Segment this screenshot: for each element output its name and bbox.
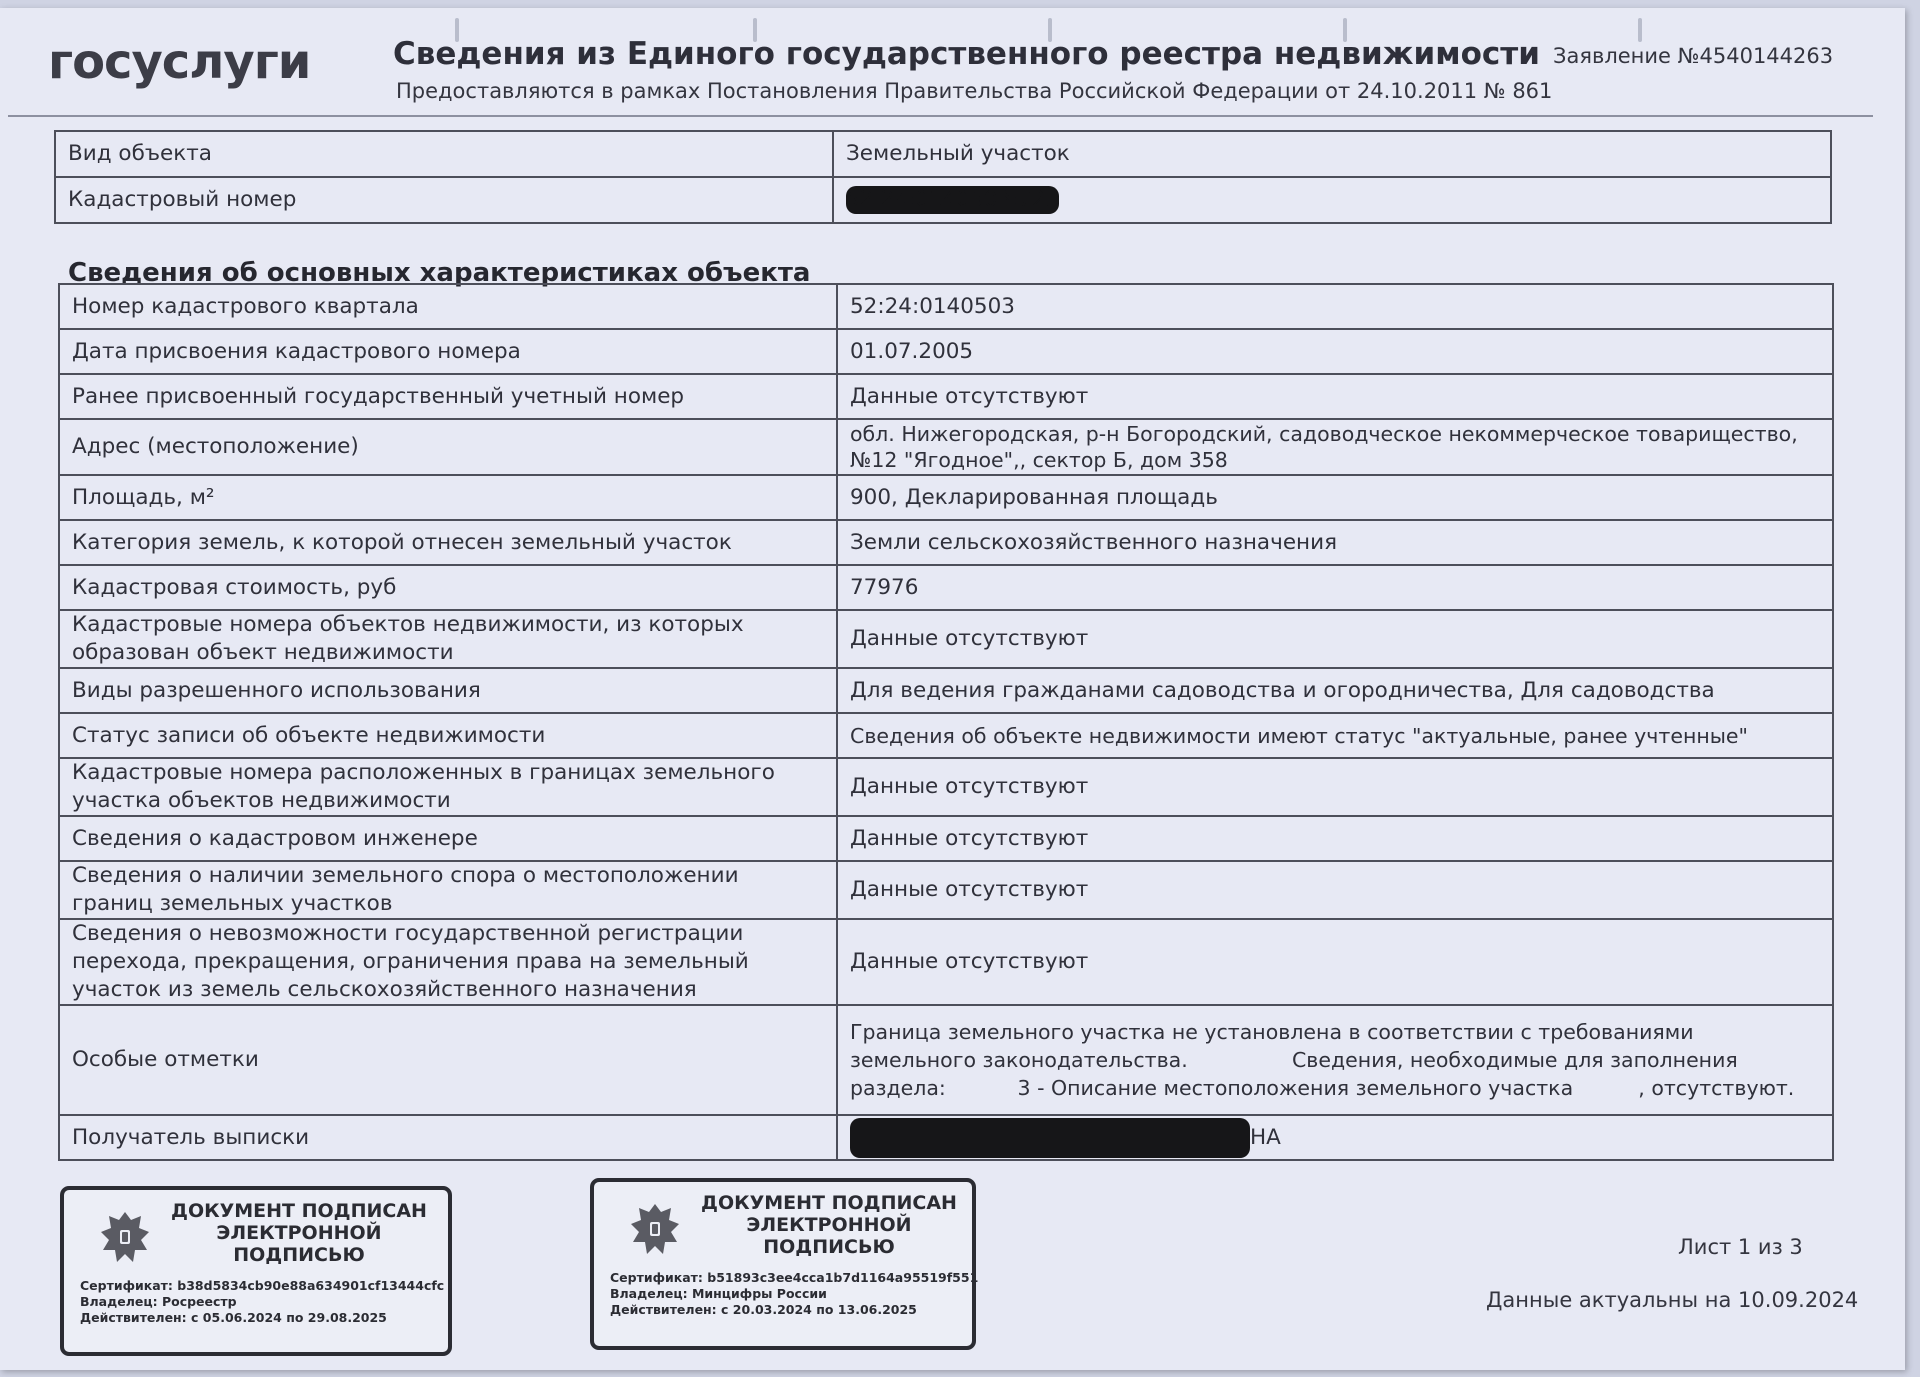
table-row: [59, 520, 1833, 565]
table-row: [59, 713, 1833, 758]
table-row: [59, 919, 1833, 1005]
stamp-certificate: Сертификат: b38d5834cb90e88a634901cf13444cfc: [80, 1278, 445, 1293]
eagle-emblem-icon: [90, 1204, 160, 1274]
table-row: [59, 475, 1833, 520]
table-row: [55, 131, 1831, 177]
row-key: Дата присвоения кадастрового номера: [59, 329, 837, 374]
table-row: [59, 1115, 1833, 1160]
table-row: [55, 177, 1831, 223]
row-key: Кадастровая стоимость, руб: [59, 565, 837, 610]
application-number: Заявление №4540144263: [1553, 44, 1834, 68]
row-value: Данные отсутствуют: [837, 374, 1833, 419]
stamp-title: ДОКУМЕНТ ПОДПИСАН ЭЛЕКТРОННОЙ ПОДПИСЬЮ: [701, 1192, 957, 1258]
row-value: Данные отсутствуют: [837, 610, 1833, 668]
row-key: Адрес (местоположение): [59, 419, 837, 475]
row-value: 77976: [837, 565, 1833, 610]
object-table: [54, 130, 1832, 224]
stamp-valid: Действителен: с 20.03.2024 по 13.06.2025: [610, 1302, 917, 1317]
row-key: Особые отметки: [59, 1005, 837, 1115]
table-row: [59, 374, 1833, 419]
row-value: Граница земельного участка не установлена в соответствии с требованиями земельного законодательства. Сведения, необходимые для заполнения раздела: 3 - Описание местоположения земельного участка , отсутствуют.: [837, 1005, 1833, 1115]
row-value: 01.07.2005: [837, 329, 1833, 374]
table-row: [59, 419, 1833, 475]
row-value: Сведения об объекте недвижимости имеют статус "актуальные, ранее учтенные": [837, 713, 1833, 758]
row-key: Категория земель, к которой отнесен земельный участок: [59, 520, 837, 565]
row-value: [837, 1115, 1833, 1160]
signature-stamp-rosreestr: [60, 1186, 452, 1356]
row-key: Кадастровые номера расположенных в границах земельного участка объектов недвижимости: [59, 758, 837, 816]
row-value: Данные отсутствуют: [837, 816, 1833, 861]
row-key: Кадастровые номера объектов недвижимости, из которых образован объект недвижимости: [59, 610, 837, 668]
stamp-owner: Владелец: Минцифры России: [610, 1286, 827, 1301]
stamp-owner: Владелец: Росреестр: [80, 1294, 237, 1309]
table-row: [59, 668, 1833, 713]
document-title: Сведения из Единого государственного реестра недвижимости: [393, 36, 1540, 72]
table-row: [59, 284, 1833, 329]
row-key: Сведения о наличии земельного спора о местоположении границ земельных участков: [59, 861, 837, 919]
eagle-emblem-icon: [620, 1196, 690, 1266]
row-value: обл. Нижегородская, р-н Богородский, садоводческое некоммерческое товарищество, №12 "Ягодное",, сектор Б, дом 358: [837, 419, 1833, 475]
row-key: Получатель выписки: [59, 1115, 837, 1160]
stamp-certificate: Сертификат: b51893c3ee4cca1b7d1164a95519f551: [610, 1270, 979, 1285]
row-value: Данные отсутствуют: [837, 861, 1833, 919]
gosuslugi-logo: госуслуги: [48, 34, 311, 90]
row-key: Сведения о кадастровом инженере: [59, 816, 837, 861]
actuality-date: Данные актуальны на 10.09.2024: [1486, 1288, 1859, 1312]
row-key: Кадастровый номер: [55, 177, 833, 223]
characteristics-table: [58, 283, 1834, 1161]
signature-stamp-mintsifry: [590, 1178, 979, 1350]
stamp-details: [80, 1278, 444, 1326]
row-key: Номер кадастрового квартала: [59, 284, 837, 329]
row-key: Статус записи об объекте недвижимости: [59, 713, 837, 758]
table-row: [59, 861, 1833, 919]
table-row: [59, 565, 1833, 610]
stamp-valid: Действителен: с 05.06.2024 по 29.08.2025: [80, 1310, 387, 1325]
table-row: [59, 610, 1833, 668]
row-value: 900, Декларированная площадь: [837, 475, 1833, 520]
row-value: Данные отсутствуют: [837, 919, 1833, 1005]
row-value: Земли сельскохозяйственного назначения: [837, 520, 1833, 565]
document-subtitle: Предоставляются в рамках Постановления Правительства Российской Федерации от 24.10.2011 № 861: [396, 79, 1553, 103]
row-value: Земельный участок: [833, 131, 1831, 177]
section-title: Сведения об основных характеристиках объекта: [68, 258, 811, 288]
row-value: [833, 177, 1831, 223]
header-divider: [8, 115, 1873, 117]
redacted-cadastral-number: 52:24:0140503:725: [846, 187, 1060, 212]
row-value: Данные отсутствуют: [837, 758, 1833, 816]
redacted-recipient: [850, 1118, 1250, 1158]
table-row: [59, 816, 1833, 861]
row-key: Виды разрешенного использования: [59, 668, 837, 713]
table-row: [59, 329, 1833, 374]
stamp-title: ДОКУМЕНТ ПОДПИСАН ЭЛЕКТРОННОЙ ПОДПИСЬЮ: [171, 1200, 427, 1266]
table-row: [59, 1005, 1833, 1115]
row-key: Площадь, м²: [59, 475, 837, 520]
table-row: [59, 758, 1833, 816]
page-number: Лист 1 из 3: [1678, 1235, 1803, 1259]
staple-mark: [1638, 18, 1642, 42]
row-key: Сведения о невозможности государственной регистрации перехода, прекращения, ограничения права на земельный участок из земель сельскохозяйственного назначения: [59, 919, 837, 1005]
row-key: Ранее присвоенный государственный учетный номер: [59, 374, 837, 419]
stamp-details: [610, 1270, 978, 1318]
row-key: Вид объекта: [55, 131, 833, 177]
row-value: Для ведения гражданами садоводства и огородничества, Для садоводства: [837, 668, 1833, 713]
recipient-visible-suffix: НА: [1250, 1124, 1281, 1150]
row-value: 52:24:0140503: [837, 284, 1833, 329]
